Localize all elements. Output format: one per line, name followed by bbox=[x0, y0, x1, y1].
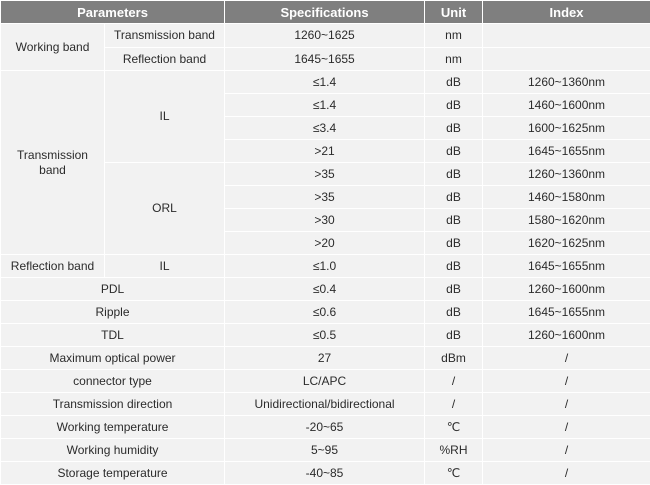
index-cell: 1645~1655nm bbox=[483, 140, 650, 163]
index-cell: 1645~1655nm bbox=[483, 301, 650, 324]
param-cell: connector type bbox=[1, 370, 225, 393]
index-cell: / bbox=[483, 462, 650, 485]
il-label: IL bbox=[105, 71, 225, 163]
spec-cell: 1645~1655 bbox=[225, 48, 425, 71]
unit-cell: %RH bbox=[425, 439, 483, 462]
index-cell: 1620~1625nm bbox=[483, 232, 650, 255]
param-cell: PDL bbox=[1, 278, 225, 301]
index-cell: 1645~1655nm bbox=[483, 255, 650, 278]
param-cell: Working temperature bbox=[1, 416, 225, 439]
table-row bbox=[1, 462, 650, 485]
index-cell: / bbox=[483, 393, 650, 416]
table-row bbox=[1, 347, 650, 370]
param-cell: Ripple bbox=[1, 301, 225, 324]
header-index: Index bbox=[483, 1, 650, 24]
table-row bbox=[1, 71, 650, 94]
unit-cell: dB bbox=[425, 140, 483, 163]
table-row bbox=[1, 278, 650, 301]
unit-cell: ℃ bbox=[425, 416, 483, 439]
unit-cell: dBm bbox=[425, 347, 483, 370]
spec-cell: ≤1.4 bbox=[225, 94, 425, 117]
index-cell: / bbox=[483, 370, 650, 393]
unit-cell: ℃ bbox=[425, 462, 483, 485]
unit-cell: dB bbox=[425, 117, 483, 140]
transmission-band-label-line2: band bbox=[39, 163, 66, 177]
spec-cell: 5~95 bbox=[225, 439, 425, 462]
unit-cell: dB bbox=[425, 186, 483, 209]
unit-cell: dB bbox=[425, 71, 483, 94]
unit-cell: dB bbox=[425, 232, 483, 255]
index-cell: / bbox=[483, 416, 650, 439]
working-band-label: Working band bbox=[1, 24, 105, 71]
index-cell: 1580~1620nm bbox=[483, 209, 650, 232]
unit-cell: nm bbox=[425, 48, 483, 71]
table-row bbox=[1, 393, 650, 416]
header-specifications: Specifications bbox=[225, 1, 425, 24]
spec-cell: >21 bbox=[225, 140, 425, 163]
table-row bbox=[1, 416, 650, 439]
working-band-transmission-label: Transmission band bbox=[105, 24, 225, 48]
spec-cell: -20~65 bbox=[225, 416, 425, 439]
index-cell: 1260~1360nm bbox=[483, 163, 650, 186]
spec-cell: ≤1.0 bbox=[225, 255, 425, 278]
table-row bbox=[1, 370, 650, 393]
param-cell: Transmission direction bbox=[1, 393, 225, 416]
header-row bbox=[1, 1, 650, 24]
index-cell: 1260~1360nm bbox=[483, 71, 650, 94]
spec-cell: ≤0.6 bbox=[225, 301, 425, 324]
spec-cell: >35 bbox=[225, 163, 425, 186]
index-cell: 1460~1580nm bbox=[483, 186, 650, 209]
spec-cell: -40~85 bbox=[225, 462, 425, 485]
unit-cell: / bbox=[425, 393, 483, 416]
index-cell: 1460~1600nm bbox=[483, 94, 650, 117]
unit-cell: dB bbox=[425, 278, 483, 301]
index-cell: 1600~1625nm bbox=[483, 117, 650, 140]
table-row bbox=[1, 301, 650, 324]
param-cell: TDL bbox=[1, 324, 225, 347]
reflection-il-label: IL bbox=[105, 255, 225, 278]
spec-cell: >30 bbox=[225, 209, 425, 232]
orl-label: ORL bbox=[105, 163, 225, 255]
spec-cell: ≤3.4 bbox=[225, 117, 425, 140]
transmission-band-label-line1: Transmission bbox=[17, 148, 88, 162]
param-cell: Maximum optical power bbox=[1, 347, 225, 370]
unit-cell: / bbox=[425, 370, 483, 393]
spec-cell: Unidirectional/bidirectional bbox=[225, 393, 425, 416]
param-cell: Storage temperature bbox=[1, 462, 225, 485]
unit-cell: dB bbox=[425, 324, 483, 347]
unit-cell: dB bbox=[425, 209, 483, 232]
index-cell: / bbox=[483, 439, 650, 462]
unit-cell: dB bbox=[425, 94, 483, 117]
param-cell: Working humidity bbox=[1, 439, 225, 462]
spec-cell: 1260~1625 bbox=[225, 24, 425, 48]
index-cell: / bbox=[483, 347, 650, 370]
table-row bbox=[1, 439, 650, 462]
working-band-reflection-label: Reflection band bbox=[105, 48, 225, 71]
unit-cell: nm bbox=[425, 24, 483, 48]
transmission-band-label bbox=[1, 71, 105, 255]
spec-cell: >35 bbox=[225, 186, 425, 209]
spec-cell: >20 bbox=[225, 232, 425, 255]
unit-cell: dB bbox=[425, 301, 483, 324]
index-cell bbox=[483, 24, 650, 48]
index-cell bbox=[483, 48, 650, 71]
index-cell: 1260~1600nm bbox=[483, 278, 650, 301]
spec-cell: ≤0.5 bbox=[225, 324, 425, 347]
spec-cell: 27 bbox=[225, 347, 425, 370]
table-row bbox=[1, 324, 650, 347]
spec-cell: ≤1.4 bbox=[225, 71, 425, 94]
header-parameters: Parameters bbox=[1, 1, 225, 24]
table-row bbox=[1, 24, 650, 48]
unit-cell: dB bbox=[425, 163, 483, 186]
index-cell: 1260~1600nm bbox=[483, 324, 650, 347]
reflection-band-label: Reflection band bbox=[1, 255, 105, 278]
spec-cell: ≤0.4 bbox=[225, 278, 425, 301]
spec-cell: LC/APC bbox=[225, 370, 425, 393]
header-unit: Unit bbox=[425, 1, 483, 24]
table-row bbox=[1, 255, 650, 278]
unit-cell: dB bbox=[425, 255, 483, 278]
